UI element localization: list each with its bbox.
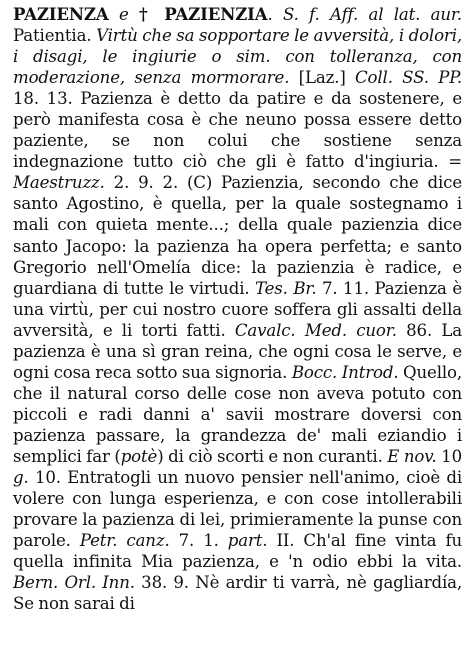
dictionary-entry-pazienza — [13, 4, 462, 614]
body-text: 38. 9. Nè ardir ti varrà, nè gagliardía, Se non sarai di — [13, 573, 462, 614]
body-text: 7. 1. — [169, 531, 228, 551]
italic-text: e — [108, 5, 140, 24]
italic-text: Bocc. Introd. — [291, 362, 399, 382]
body-text: 18. 13. Pazienza è detto da patire e da sostenere, e però manifesta cosa è che neuno possa essere detto paziente, se non colui che sostiene senza indegnazione tutto ciò che gli è fatto d'ingiuria. = — [13, 89, 462, 172]
italic-text: Cavalc. Med. cuor. — [234, 320, 397, 340]
italic-text: Petr. canz. — [79, 531, 170, 551]
body-text: Patientia. — [13, 26, 97, 46]
italic-text: potè — [120, 446, 158, 466]
italic-text: Virtù che sa sopportare le avversità, i dolori, i disagi, le ingiurie o sim. con tolleranza, con moderazione, senza mormorare. — [13, 26, 462, 88]
italic-text: Maestruzz. — [13, 173, 105, 193]
italic-text: Coll. SS. PP. — [355, 68, 462, 88]
body-text: Quello, che il natural corso delle cose non aveva potuto con piccoli e radi danni a' savii mostrare doversi con pazienza passare, la grandezza de' mali eziandio i semplici far ( — [13, 362, 462, 466]
body-text: 10. Entratogli un nuovo pensier nell'animo, cioè di volere con lunga esperienza, e con cose intollerabili provare la pazienza di lei, primieramente la punse con parole. — [13, 468, 462, 551]
body-text: ) di ciò scorti e non curanti. — [157, 446, 388, 466]
body-text: II. Ch'al fine vinta fu quella infinita Mia pazienza, e 'n odio ebbi la vita. — [13, 531, 462, 572]
italic-text: Tes. Br. — [255, 278, 317, 298]
body-text: 10 — [436, 446, 463, 466]
italic-text: part. — [227, 531, 268, 551]
italic-text: Bern. Orl. Inn. — [13, 573, 135, 593]
body-text: . — [267, 5, 284, 24]
italic-text: S. f. Aff. al lat. aur. — [283, 5, 462, 24]
body-text: 86. La pazienza è una sì gran reina, che ogni cosa le serve, e ogni cosa reca sotto sua signoria. — [13, 320, 462, 382]
italic-text: g. — [13, 468, 29, 488]
headword: † PAZIENZIA — [139, 4, 268, 24]
body-text: 2. 9. 2. (C) Pazienzia, secondo che dice santo Agostino, è quella, per la quale sostegnamo i mali con quieta mente...; della quale pazienzia dice santo Jacopo: la pazienza ha opera perfetta; e santo Gregorio nell'Omelía dice: la pazienzia è radice, e guardiana di tutte le virtudi. — [13, 173, 462, 298]
headword: PAZIENZA — [13, 4, 109, 24]
body-text: 7. 11. Pazienza è una virtù, per cui nostro cuore soffera gli assalti della avversità, e li torti fatti. — [13, 278, 462, 340]
italic-text: E nov. — [387, 446, 437, 466]
body-text: [Laz.] — [289, 68, 356, 88]
